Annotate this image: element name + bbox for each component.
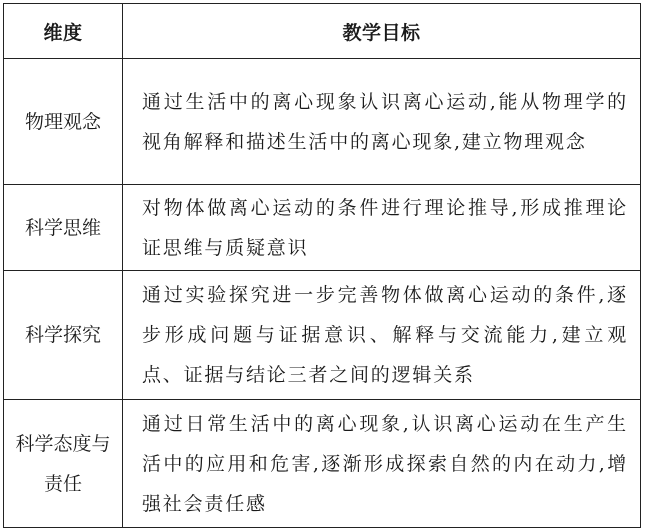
teaching-goals-table	[3, 3, 641, 528]
table-row	[4, 185, 641, 271]
dimension-cell: 科学探究	[4, 271, 123, 400]
table-row	[4, 400, 641, 528]
goal-cell: 通过生活中的离心现象认识离心运动,能从物理学的视角解释和描述生活中的离心现象,建立物理观念	[123, 59, 641, 185]
table-row	[4, 271, 641, 400]
goal-cell: 通过实验探究进一步完善物体做离心运动的条件,逐步形成问题与证据意识、解释与交流能力,建立观点、证据与结论三者之间的逻辑关系	[123, 271, 641, 400]
table-header-row	[4, 4, 641, 59]
dimension-cell: 物理观念	[4, 59, 123, 185]
dimension-header: 维度	[4, 4, 123, 59]
goal-cell: 通过日常生活中的离心现象,认识离心运动在生产生活中的应用和危害,逐渐形成探索自然的内在动力,增强社会责任感	[123, 400, 641, 528]
dimension-cell: 科学态度与责任	[4, 400, 123, 528]
table-row	[4, 59, 641, 185]
dimension-cell: 科学思维	[4, 185, 123, 271]
goal-cell: 对物体做离心运动的条件进行理论推导,形成推理论证思维与质疑意识	[123, 185, 641, 271]
goal-header: 教学目标	[123, 4, 641, 59]
